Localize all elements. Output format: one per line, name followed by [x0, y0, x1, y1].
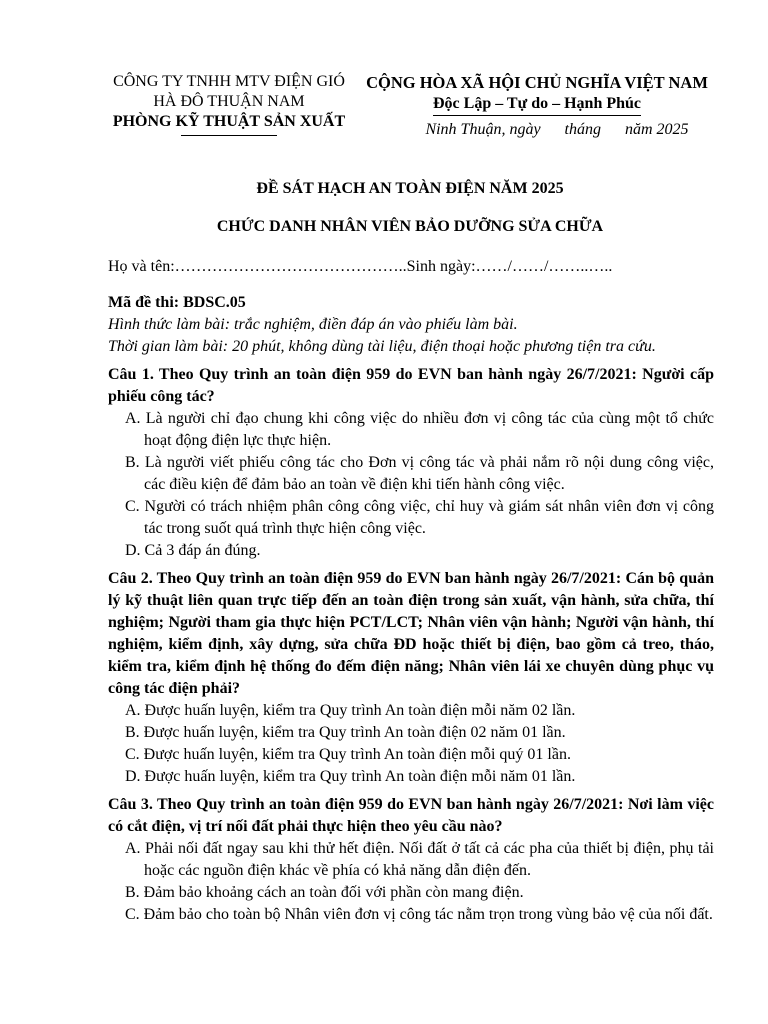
candidate-fill-line: Họ và tên:……………………………………..Sinh ngày:……/……/……..…..	[108, 258, 613, 275]
exam-time: Thời gian làm bài: 20 phút, không dùng tài liệu, điện thoại hoặc phương tiện tra cứu.	[108, 338, 656, 355]
question-3	[108, 794, 714, 926]
document-body	[108, 256, 714, 926]
company-name-line1: CÔNG TY TNHH MTV ĐIỆN GIÓ	[113, 73, 345, 90]
answer-options	[108, 838, 714, 926]
position-title: CHỨC DANH NHÂN VIÊN BẢO DƯỠNG SỬA CHỮA	[216, 218, 604, 235]
nation-name: CỘNG HÒA XÃ HỘI CHỦ NGHĨA VIỆT NAM	[366, 73, 708, 92]
question-1	[108, 364, 714, 562]
answer-options	[108, 700, 714, 788]
answer-option: C. Được huấn luyện, kiểm tra Quy trình An toàn điện mỗi quý 01 lần.	[125, 746, 571, 763]
question-2	[108, 568, 714, 788]
question-text: Câu 1. Theo Quy trình an toàn điện 959 do EVN ban hành ngày 26/7/2021: Người cấp phiếu công tác?	[108, 366, 714, 405]
answer-option: B. Được huấn luyện, kiểm tra Quy trình An toàn điện 02 năm 01 lần.	[125, 724, 566, 741]
exam-title: ĐỀ SÁT HẠCH AN TOÀN ĐIỆN NĂM 2025	[256, 180, 564, 197]
company-header	[104, 72, 354, 136]
answer-option: B. Đảm bảo khoảng cách an toàn đối với phần còn mang điện.	[125, 884, 524, 901]
answer-option: D. Cả 3 đáp án đúng.	[125, 542, 261, 559]
answer-option: C. Đảm bảo cho toàn bộ Nhân viên đơn vị công tác nằm trọn trong vùng bảo vệ của nối đất.	[125, 906, 713, 923]
national-motto: Độc Lập – Tự do – Hạnh Phúc	[432, 95, 642, 112]
answer-options	[108, 408, 714, 562]
answer-option: A. Phải nối đất ngay sau khi thử hết điện. Nối đất ở tất cả các pha của thiết bị điện, phụ tải hoặc các nguồn điện khác về phía có khả năng dẫn điện đến.	[125, 840, 714, 879]
exam-code: Mã đề thi: BDSC.05	[108, 294, 246, 311]
exam-format: Hình thức làm bài: trắc nghiệm, điền đáp án vào phiếu làm bài.	[108, 316, 518, 333]
answer-option: B. Là người viết phiếu công tác cho Đơn vị công tác và phải nắm rõ nội dung công việc, các điều kiện để đảm bảo an toàn về điện khi tiến hành công việc.	[125, 454, 714, 493]
answer-option: A. Là người chỉ đạo chung khi công việc do nhiều đơn vị công tác của cùng một tổ chức hoạt động điện lực thực hiện.	[125, 410, 714, 449]
answer-option: A. Được huấn luyện, kiểm tra Quy trình An toàn điện mỗi năm 02 lần.	[125, 702, 576, 719]
answer-option: C. Người có trách nhiệm phân công công việc, chỉ huy và giám sát nhân viên đơn vị công tác trong suốt quá trình thực hiện công việc.	[125, 498, 714, 537]
motto-underline	[433, 115, 641, 116]
company-name-line2: HÀ ĐÔ THUẬN NAM	[153, 93, 305, 110]
department-underline	[181, 135, 277, 136]
national-header	[360, 72, 714, 140]
department-name: PHÒNG KỸ THUẬT SẢN XUẤT	[112, 113, 346, 130]
answer-option: D. Được huấn luyện, kiểm tra Quy trình An toàn điện mỗi năm 01 lần.	[125, 768, 576, 785]
question-text: Câu 3. Theo Quy trình an toàn điện 959 do EVN ban hành ngày 26/7/2021: Nơi làm việc có cắt điện, vị trí nối đất phải thực hiện theo yêu cầu nào?	[108, 796, 714, 835]
date-line: Ninh Thuận, ngày tháng năm 2025	[425, 121, 689, 138]
question-text: Câu 2. Theo Quy trình an toàn điện 959 do EVN ban hành ngày 26/7/2021: Cán bộ quản lý kỹ thuật liên quan trực tiếp đến an toàn điện trong sản xuất, vận hành, sửa chữa, thí nghiệm; Người tham gia thực hiện PCT/LCT; Nhân viên vận hành; Người vận hành, thí nghiệm, kiểm định, xây dựng, sửa chữa ĐD hoặc thiết bị điện, bao gồm cả treo, tháo, kiểm tra, kiểm định hệ thống đo đếm điện năng; Nhân viên lái xe chuyên dùng phục vụ công tác điện phải?	[108, 570, 714, 697]
